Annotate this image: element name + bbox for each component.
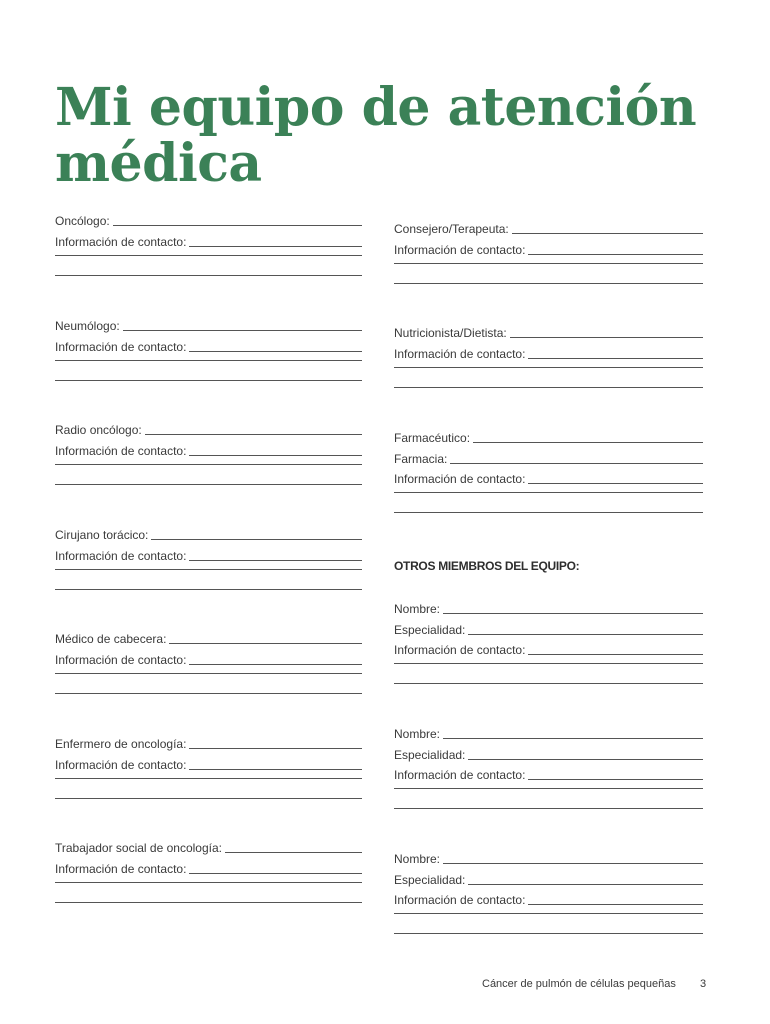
contact-field[interactable] — [55, 651, 362, 667]
role-field[interactable] — [55, 421, 362, 437]
contact-field[interactable] — [394, 345, 703, 361]
write-line[interactable] — [394, 808, 703, 809]
write-line[interactable] — [55, 275, 362, 276]
write-line[interactable] — [528, 483, 703, 484]
care-team-entry — [55, 421, 362, 485]
write-line[interactable] — [55, 693, 362, 694]
role-label: Oncólogo: — [55, 214, 110, 228]
contact-field[interactable] — [394, 241, 703, 257]
write-line[interactable] — [189, 873, 362, 874]
write-line[interactable] — [443, 738, 703, 739]
role-field[interactable] — [55, 212, 362, 228]
write-line[interactable] — [55, 798, 362, 799]
specialty-label: Especialidad: — [394, 622, 466, 637]
specialty-field[interactable] — [394, 621, 703, 637]
write-line[interactable] — [473, 442, 703, 443]
care-team-entry — [55, 317, 362, 381]
write-line[interactable] — [468, 884, 703, 885]
other-member-entry — [394, 725, 703, 809]
role-field[interactable] — [394, 220, 703, 236]
contact-label: Información de contacto: — [55, 652, 187, 667]
contact-label: Información de contacto: — [394, 643, 526, 657]
write-line[interactable] — [189, 769, 362, 770]
write-line[interactable] — [55, 569, 362, 570]
write-line[interactable] — [468, 634, 703, 635]
contact-field[interactable] — [55, 338, 362, 354]
write-line[interactable] — [55, 902, 362, 903]
write-line[interactable] — [169, 643, 362, 644]
write-line[interactable] — [189, 351, 362, 352]
write-line[interactable] — [189, 748, 362, 749]
write-line[interactable] — [394, 283, 703, 284]
contact-field[interactable] — [55, 442, 362, 458]
role-field[interactable] — [55, 317, 362, 333]
write-line[interactable] — [394, 913, 703, 914]
pharmacy-field[interactable] — [394, 450, 703, 466]
role-label: Farmacéutico: — [394, 431, 471, 445]
specialty-label: Especialidad: — [394, 747, 466, 762]
contact-label: Información de contacto: — [394, 346, 526, 361]
write-line[interactable] — [443, 863, 703, 864]
write-line[interactable] — [528, 654, 703, 655]
write-line[interactable] — [151, 539, 362, 540]
specialty-label: Especialidad: — [394, 872, 466, 887]
contact-label: Información de contacto: — [394, 472, 526, 486]
role-label: Trabajador social de oncología: — [55, 841, 222, 855]
care-team-entry — [394, 429, 703, 513]
write-line[interactable] — [528, 779, 703, 780]
role-field[interactable] — [394, 324, 703, 340]
care-team-entry — [55, 526, 362, 590]
write-line[interactable] — [55, 464, 362, 465]
care-team-entry — [55, 839, 362, 903]
contact-label: Información de contacto: — [55, 234, 187, 249]
role-label: Cirujano torácico: — [55, 528, 149, 542]
role-label: Médico de cabecera: — [55, 632, 167, 646]
write-line[interactable] — [55, 360, 362, 361]
write-line[interactable] — [189, 664, 362, 665]
write-line[interactable] — [443, 613, 703, 614]
care-team-entry — [394, 324, 703, 388]
role-field[interactable] — [55, 630, 362, 646]
write-line[interactable] — [189, 246, 362, 247]
write-line[interactable] — [510, 337, 703, 338]
contact-field[interactable] — [394, 641, 703, 657]
contact-field[interactable] — [394, 470, 703, 486]
write-line[interactable] — [394, 663, 703, 664]
role-label: Neumólogo: — [55, 319, 120, 333]
write-line[interactable] — [394, 367, 703, 368]
write-line[interactable] — [113, 225, 362, 226]
write-line[interactable] — [394, 492, 703, 493]
contact-label: Información de contacto: — [55, 861, 187, 876]
role-field[interactable] — [55, 526, 362, 542]
write-line[interactable] — [225, 852, 362, 853]
contact-field[interactable] — [55, 547, 362, 563]
section-heading: OTROS MIEMBROS DEL EQUIPO: — [394, 559, 580, 573]
contact-label: Información de contacto: — [55, 757, 187, 772]
write-line[interactable] — [528, 254, 703, 255]
contact-label: Información de contacto: — [394, 242, 526, 257]
name-label: Nombre: — [394, 602, 441, 616]
write-line[interactable] — [394, 387, 703, 388]
write-line[interactable] — [450, 463, 703, 464]
contact-label: Información de contacto: — [55, 548, 187, 563]
other-member-entry — [394, 600, 703, 684]
role-label: Consejero/Terapeuta: — [394, 222, 509, 236]
specialty-field[interactable] — [394, 746, 703, 762]
write-line[interactable] — [394, 788, 703, 789]
care-team-entry — [55, 735, 362, 799]
write-line[interactable] — [528, 358, 703, 359]
footer-text: Cáncer de pulmón de células pequeñas — [482, 978, 676, 990]
role-field[interactable] — [394, 429, 703, 445]
write-line[interactable] — [123, 330, 362, 331]
write-line[interactable] — [394, 933, 703, 934]
write-line[interactable] — [55, 778, 362, 779]
write-line[interactable] — [394, 683, 703, 684]
write-line[interactable] — [394, 263, 703, 264]
write-line[interactable] — [55, 484, 362, 485]
page-number: 3 — [700, 978, 707, 990]
contact-label: Información de contacto: — [394, 768, 526, 782]
contact-label: Información de contacto: — [55, 443, 187, 458]
write-line[interactable] — [394, 512, 703, 513]
write-line[interactable] — [55, 882, 362, 883]
contact-field[interactable] — [55, 860, 362, 876]
other-member-entry — [394, 850, 703, 934]
write-line[interactable] — [528, 904, 703, 905]
contact-label: Información de contacto: — [394, 893, 526, 907]
write-line[interactable] — [189, 560, 362, 561]
role-field[interactable] — [55, 735, 362, 751]
page-title: Mi equipo de atención médica — [55, 77, 697, 194]
write-line[interactable] — [468, 759, 703, 760]
name-field[interactable] — [394, 600, 703, 616]
care-team-entry — [55, 630, 362, 694]
write-line[interactable] — [55, 673, 362, 674]
role-label: Nutricionista/Dietista: — [394, 326, 507, 340]
specialty-field[interactable] — [394, 871, 703, 887]
name-field[interactable] — [394, 725, 703, 741]
write-line[interactable] — [55, 589, 362, 590]
write-line[interactable] — [145, 434, 362, 435]
write-line[interactable] — [55, 380, 362, 381]
write-line[interactable] — [189, 455, 362, 456]
contact-field[interactable] — [55, 233, 362, 249]
contact-field[interactable] — [394, 766, 703, 782]
name-label: Nombre: — [394, 852, 441, 866]
role-label: Enfermero de oncología: — [55, 737, 187, 751]
name-field[interactable] — [394, 850, 703, 866]
write-line[interactable] — [55, 255, 362, 256]
care-team-entry — [394, 220, 703, 284]
name-label: Nombre: — [394, 727, 441, 741]
contact-label: Información de contacto: — [55, 339, 187, 354]
role-field[interactable] — [55, 839, 362, 855]
write-line[interactable] — [512, 233, 703, 234]
contact-field[interactable] — [55, 756, 362, 772]
contact-field[interactable] — [394, 891, 703, 907]
care-team-entry — [55, 212, 362, 276]
role-label: Radio oncólogo: — [55, 423, 142, 437]
pharmacy-label: Farmacia: — [394, 451, 448, 466]
